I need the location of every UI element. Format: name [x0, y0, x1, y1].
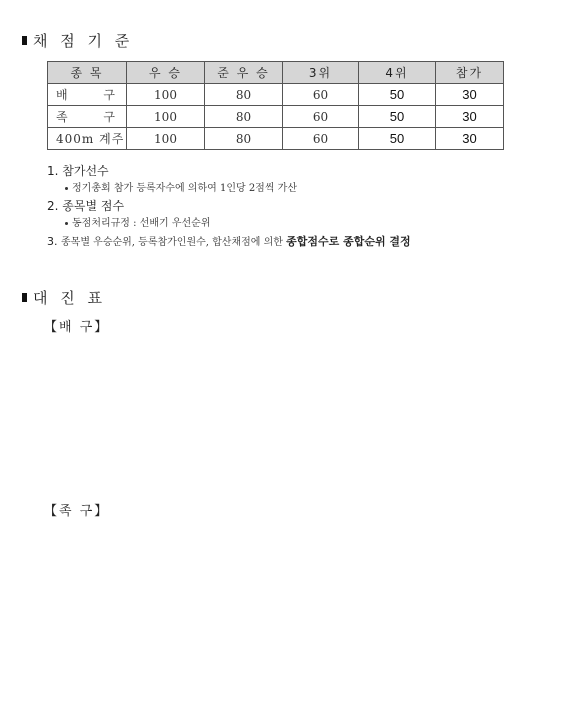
event-name-part: 구	[103, 110, 116, 124]
scoring-notes	[47, 162, 547, 252]
score-cell: 80	[205, 106, 283, 128]
table-row	[48, 128, 504, 150]
event-cell	[48, 106, 127, 128]
score-cell: 50	[359, 128, 436, 150]
event-name-part: 구	[103, 88, 116, 102]
note-2-detail-text: 동점처리규정 : 선배기 우선순위	[72, 218, 211, 229]
bullet-dot-icon	[65, 222, 68, 225]
section-title-text: 대 진 표	[33, 289, 107, 307]
score-cell: 100	[127, 84, 205, 106]
header-participation: 참가	[436, 62, 504, 84]
square-bullet-icon	[22, 293, 27, 302]
section-title-text: 채 점 기 준	[33, 32, 134, 50]
event-cell: 400m 계주	[48, 128, 127, 150]
score-cell: 50	[359, 106, 436, 128]
note-1-detail	[47, 180, 547, 197]
event-cell	[48, 84, 127, 106]
score-cell: 60	[283, 106, 359, 128]
score-cell: 80	[205, 84, 283, 106]
note-1-heading: 1. 참가선수	[47, 164, 109, 178]
note-1-detail-text: 정기총회 참가 등록자수에 의하여 1인당 2점씩 가산	[72, 183, 297, 194]
section-title-scoring	[22, 30, 133, 51]
score-cell: 30	[436, 106, 504, 128]
square-bullet-icon	[22, 36, 27, 45]
section-title-bracket	[22, 287, 106, 308]
score-cell: 50	[359, 84, 436, 106]
table-row	[48, 84, 504, 106]
score-cell: 60	[283, 128, 359, 150]
bracket-label-volleyball: 【배 구】	[44, 320, 110, 335]
table-row	[48, 106, 504, 128]
header-winner: 우 승	[127, 62, 205, 84]
header-fourth: 4위	[359, 62, 436, 84]
event-name-part: 족	[56, 110, 69, 124]
header-event: 종 목	[48, 62, 127, 84]
note-3-emphasis: 종합점수로 종합순위 결정	[286, 235, 411, 248]
score-cell: 100	[127, 106, 205, 128]
score-cell: 30	[436, 84, 504, 106]
header-third: 3위	[283, 62, 359, 84]
table-header-row	[48, 62, 504, 84]
score-cell: 30	[436, 128, 504, 150]
bracket-label-footvolley: 【족 구】	[44, 504, 110, 519]
note-2-detail	[47, 215, 547, 232]
note-3	[47, 232, 547, 252]
note-3-number: 3.	[47, 235, 61, 248]
note-3-text: 종목별 우승순위, 등록참가인원수, 합산채점에 의한	[61, 237, 287, 248]
score-cell: 60	[283, 84, 359, 106]
score-cell: 100	[127, 128, 205, 150]
header-runner-up: 준 우 승	[205, 62, 283, 84]
note-2-heading: 2. 종목별 점수	[47, 199, 125, 213]
score-cell: 80	[205, 128, 283, 150]
event-name-part: 배	[56, 88, 69, 102]
bullet-dot-icon	[65, 187, 68, 190]
scoring-table	[47, 61, 504, 150]
